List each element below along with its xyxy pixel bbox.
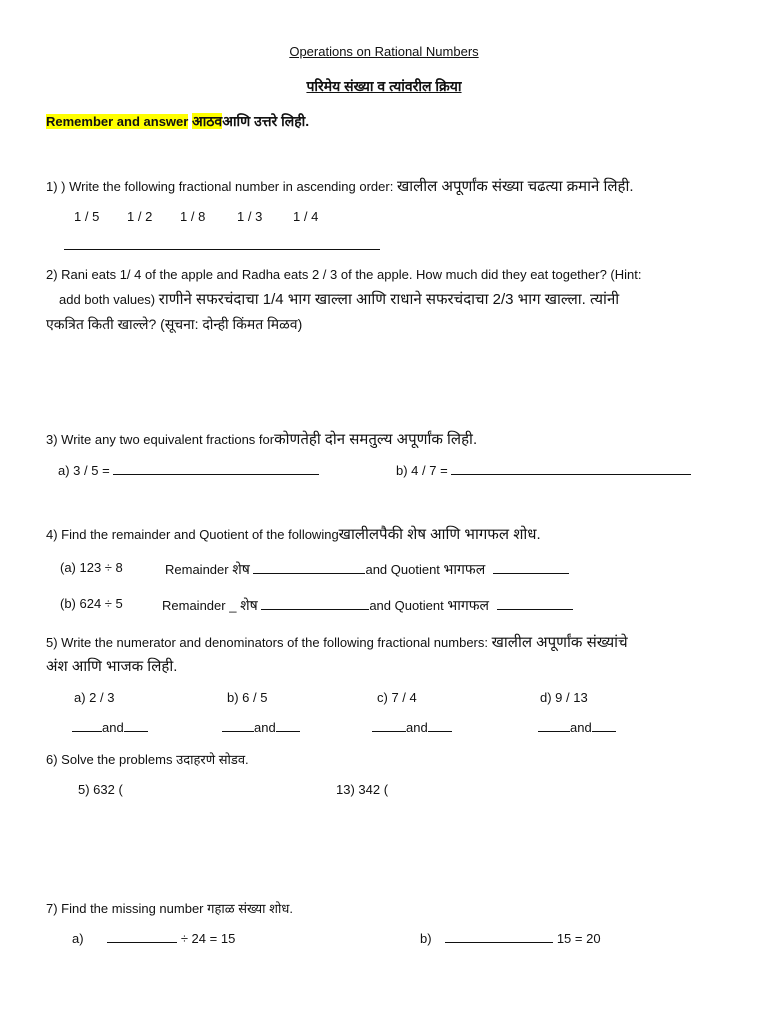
question-5a: a) 2 / 3 <box>74 690 115 705</box>
question-2-line-3: एकत्रित किती खाल्ले? (सूचना: दोन्ही किंमत मिळव) <box>46 316 303 332</box>
question-2-text-mr: राणीने सफरचंदाचा 1/4 भाग खाल्ला आणि राधाने सफरचंदाचा 2/3 भाग खाल्ला. त्यांनी <box>158 291 620 308</box>
remainder-blank-b[interactable] <box>261 598 369 610</box>
page-title: Operations on Rational Numbers <box>289 44 479 59</box>
question-4-text-mr: खालीलपैकी शेष आणि भागफल शोध. <box>338 526 541 543</box>
question-1 <box>46 176 634 196</box>
fraction-5: 1 / 4 <box>293 209 319 224</box>
numerator-blank-5d[interactable] <box>538 720 570 732</box>
numerator-blank-5c[interactable] <box>372 720 406 732</box>
numerator-blank-5b[interactable] <box>222 720 254 732</box>
fraction-2: 1 / 2 <box>127 209 153 224</box>
question-5-text-mr-2: अंश आणि भाजक लिही. <box>46 658 178 675</box>
answer-line-3b[interactable] <box>451 463 691 475</box>
question-4b-label: (b) 624 ÷ 5 <box>60 596 123 611</box>
question-3a <box>58 463 319 478</box>
denominator-blank-5c[interactable] <box>428 720 452 732</box>
fraction-4: 1 / 3 <box>237 209 263 224</box>
denominator-blank-5a[interactable] <box>124 720 148 732</box>
answer-line-1[interactable] <box>64 249 380 250</box>
question-7b <box>420 931 601 946</box>
answer-line-3a[interactable] <box>113 463 319 475</box>
question-7 <box>46 899 293 917</box>
remember-label: Remember and answer <box>46 114 189 129</box>
remainder-blank-a[interactable] <box>253 562 365 574</box>
and-label-5c: and <box>406 720 428 735</box>
remember-text-mr: आणि उत्तरे लिही. <box>222 113 310 129</box>
question-7a-equation: ÷ 24 = 15 <box>180 931 236 946</box>
question-7b-equation: 15 = 20 <box>556 931 601 946</box>
quotient-blank-b[interactable] <box>497 598 573 610</box>
quotient-blank-a[interactable] <box>493 562 569 574</box>
remainder-label-b-mr: शेष <box>240 597 258 613</box>
question-4a-label: (a) 123 ÷ 8 <box>60 560 123 575</box>
and-label-5b: and <box>254 720 276 735</box>
remember-highlight-mr: आठव <box>191 113 223 129</box>
question-4b-answers <box>162 596 573 615</box>
fraction-1: 1 / 5 <box>74 209 100 224</box>
question-2-line-2 <box>59 289 619 309</box>
question-7-text: 7) Find the missing number <box>46 901 204 916</box>
question-7a <box>72 931 235 946</box>
answer-5d <box>538 720 616 735</box>
question-7-text-mr: गहाळ संख्या शोध. <box>207 901 293 916</box>
question-6 <box>46 750 249 768</box>
question-6-text-mr: उदाहरणे सोडव. <box>176 752 249 767</box>
fraction-3: 1 / 8 <box>180 209 206 224</box>
question-4-text: 4) Find the remainder and Quotient of the following <box>46 527 339 542</box>
answer-5b <box>222 720 300 735</box>
question-3 <box>46 429 477 449</box>
question-4a-answers <box>165 560 569 579</box>
remainder-label-a: Remainder <box>165 562 229 577</box>
remainder-label-b: Remainder _ <box>162 598 237 613</box>
quotient-label-a-mr: भागफल <box>443 561 486 577</box>
remember-instruction <box>46 112 309 131</box>
remainder-label-a-mr: शेष <box>232 561 250 577</box>
page-subtitle: परिमेय संख्या व त्यांवरील क्रिया <box>306 78 462 94</box>
question-3-text-mr: कोणतेही दोन समतुल्य अपूर्णांक लिही. <box>274 431 478 448</box>
denominator-blank-5d[interactable] <box>592 720 616 732</box>
answer-5a <box>72 720 148 735</box>
question-5 <box>46 632 628 652</box>
problem-6b: 13) 342 ( <box>336 782 389 797</box>
answer-blank-7b[interactable] <box>445 931 553 943</box>
question-5b: b) 6 / 5 <box>227 690 268 705</box>
question-3a-label: a) 3 / 5 = <box>58 463 110 478</box>
answer-5c <box>372 720 452 735</box>
question-7b-label: b) <box>420 931 432 946</box>
question-4 <box>46 524 541 544</box>
question-6-text: 6) Solve the problems <box>46 752 173 767</box>
question-5-text: 5) Write the numerator and denominators of the following fractional numbers: <box>46 635 488 650</box>
question-2-line-1: 2) Rani eats 1/ 4 of the apple and Radha eats 2 / 3 of the apple. How much did they eat together? (Hint: <box>46 267 642 282</box>
question-5c: c) 7 / 4 <box>377 690 417 705</box>
question-5-text-mr: खालील अपूर्णांक संख्यांचे <box>491 634 628 651</box>
quotient-label-b-mr: भागफल <box>447 597 490 613</box>
and-label-5a: and <box>102 720 124 735</box>
question-3-text: 3) Write any two equivalent fractions for <box>46 432 275 447</box>
question-5d: d) 9 / 13 <box>540 690 588 705</box>
question-3b <box>396 463 691 478</box>
quotient-label-b: and Quotient <box>369 598 444 613</box>
quotient-label-a: and Quotient <box>365 562 440 577</box>
problem-6a: 5) 632 ( <box>78 782 123 797</box>
question-1-text: 1) ) Write the following fractional number in ascending order: <box>46 179 394 194</box>
denominator-blank-5b[interactable] <box>276 720 300 732</box>
question-2-hint: add both values) <box>59 292 156 307</box>
and-label-5d: and <box>570 720 592 735</box>
numerator-blank-5a[interactable] <box>72 720 102 732</box>
question-1-text-mr: खालील अपूर्णांक संख्या चढत्या क्रमाने लिही. <box>396 178 634 195</box>
question-7a-label: a) <box>72 931 84 946</box>
answer-blank-7a[interactable] <box>107 931 177 943</box>
question-3b-label: b) 4 / 7 = <box>396 463 448 478</box>
